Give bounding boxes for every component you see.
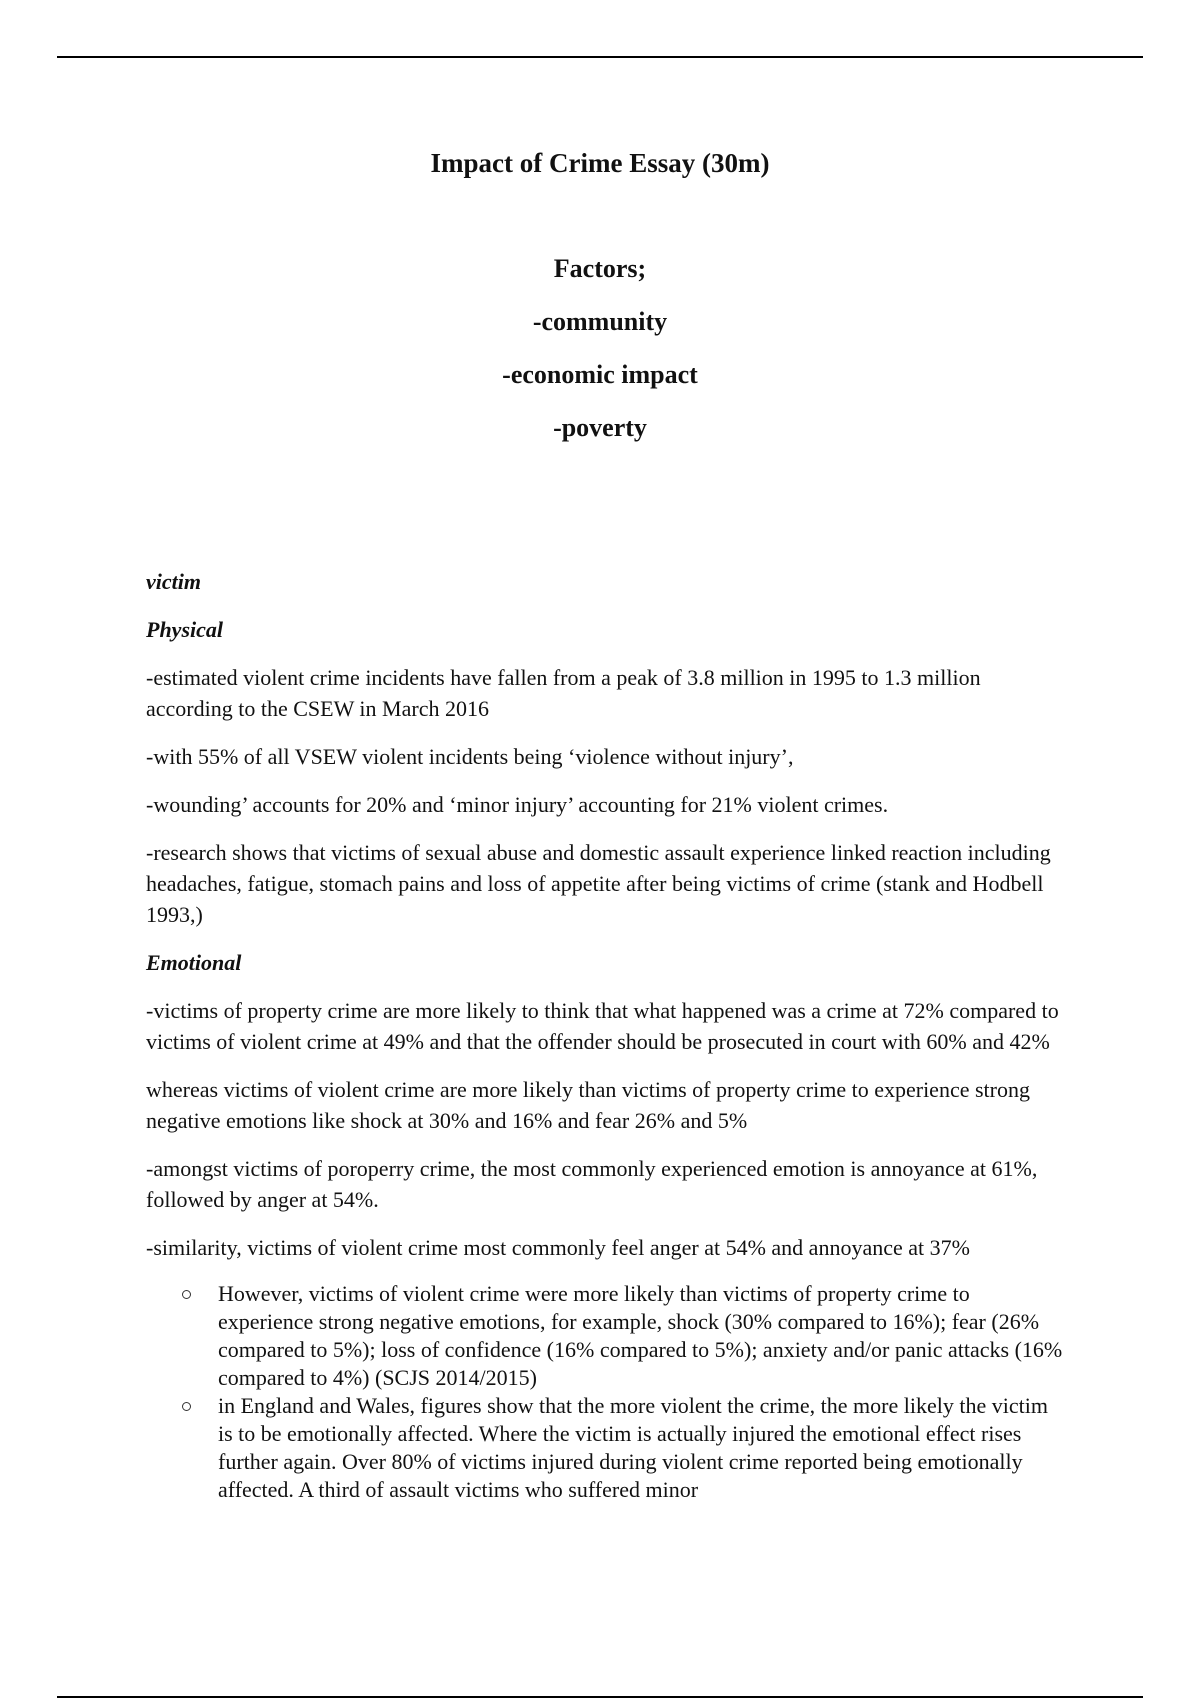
list-item — [218, 1392, 1066, 1504]
hollow-bullet-icon — [182, 1392, 192, 1420]
bullet-list — [146, 1280, 1066, 1504]
paragraph: -similarity, victims of violent crime most commonly feel anger at 54% and annoyance at 37% — [146, 1235, 970, 1260]
paragraph: -amongst victims of poroperry crime, the most commonly experienced emotion is annoyance at 61%, followed by anger at 54%. — [146, 1156, 1038, 1212]
paragraph: -estimated violent crime incidents have fallen from a peak of 3.8 million in 1995 to 1.3 million according to the CSEW in March 2016 — [146, 665, 981, 721]
page-title: Impact of Crime Essay (30m) — [430, 148, 770, 178]
factor-item: -community — [532, 307, 668, 336]
list-item — [218, 1280, 1066, 1392]
paragraph: -wounding’ accounts for 20% and ‘minor injury’ accounting for 21% violent crimes. — [146, 792, 889, 817]
paragraph: -research shows that victims of sexual abuse and domestic assault experience linked reaction including headaches, fatigue, stomach pains and loss of appetite after being victims of crime (stank and Hodbell 1993,) — [146, 840, 1051, 927]
factors-list — [0, 252, 1200, 464]
list-item-text: in England and Wales, figures show that the more violent the crime, the more likely the victim is to be emotionally affected. Where the victim is actually injured the emotional effect rises further again. Over 80% of victims injured during violent crime reported being emotionally affected. A third of assault victims who suffered minor — [218, 1393, 1048, 1502]
factor-item: -economic impact — [502, 360, 698, 389]
paragraph: whereas victims of violent crime are more likely than victims of property crime to experience strong negative emotions like shock at 30% and 16% and fear 26% and 5% — [146, 1077, 1030, 1133]
factor-item: -poverty — [553, 413, 647, 442]
bottom-rule — [57, 1696, 1143, 1698]
top-rule — [57, 56, 1143, 58]
section-heading-physical: Physical — [146, 617, 223, 642]
section-heading-victim: victim — [146, 569, 201, 594]
hollow-bullet-icon — [182, 1280, 192, 1308]
essay-body — [146, 566, 1066, 1504]
list-item-text: However, victims of violent crime were more likely than victims of property crime to experience strong negative emotions, for example, shock (30% compared to 16%); fear (26% compared to 5%); loss of confidence (16% compared to 5%); anxiety and/or panic attacks (16% compared to 4%) (SCJS 2014/2015) — [218, 1281, 1063, 1390]
paragraph: -victims of property crime are more likely to think that what happened was a crime at 72% compared to victims of violent crime at 49% and that the offender should be prosecuted in court with 60% and 42% — [146, 998, 1059, 1054]
paragraph: -with 55% of all VSEW violent incidents being ‘violence without injury’, — [146, 744, 794, 769]
factors-heading: Factors; — [553, 254, 647, 283]
section-heading-emotional: Emotional — [146, 950, 242, 975]
